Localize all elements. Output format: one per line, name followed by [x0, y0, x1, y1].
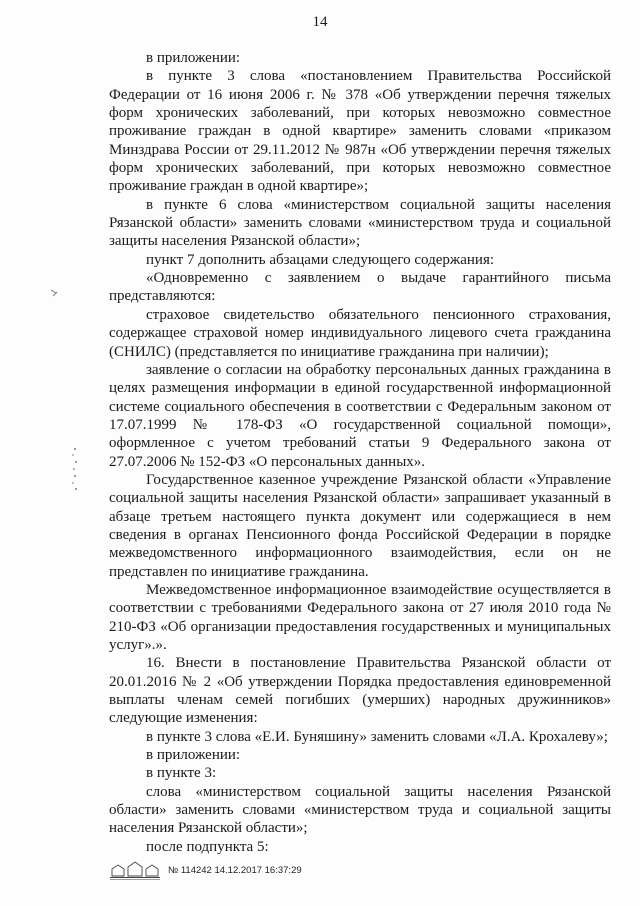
registry-logo-icon — [108, 860, 162, 880]
paragraph: в пункте 6 слова «министерством социальной защиты населения Рязанской области» заменить словами «министерством труда и социальной защиты населения Рязанской области»; — [109, 196, 611, 250]
paragraph: в приложении: — [146, 50, 241, 66]
scan-mark-icon — [50, 288, 58, 298]
paragraph: слова «министерством социальной защиты населения Рязанской области» заменить словами «министерством труда и социальной защиты населения Рязанской области»; — [109, 783, 611, 837]
document-body — [109, 49, 611, 856]
paragraph: страховое свидетельство обязательного пенсионного страхования, содержащее страховой номер индивидуального лицевого счета гражданина (СНИЛС) (представляется по инициативе гражданина при наличии); — [109, 306, 611, 360]
paragraph: 16. Внести в постановление Правительства Рязанской области от 20.01.2016 № 2 «Об утверждении Порядка предоставления единовременной выплаты членам семей погибших (умерших) народных дружинников» следующие изменения: — [109, 655, 611, 727]
paragraph: «Одновременно с заявлением о выдаче гарантийного письма представляются: — [109, 270, 611, 305]
paragraph: в пункте 3: — [146, 765, 217, 782]
page-number: 14 — [312, 14, 328, 30]
paragraph: Государственное казенное учреждение Рязанской области «Управление социальной защиты населения Рязанской области» запрашивает указанный в абзаце третьем настоящего пункта документ или содержащиеся в нем сведения в органах Пенсионного фонда Российской Федерации в порядке межведомственного информационного взаимодействия, если он не представлен по инициативе гражданина. — [109, 471, 611, 580]
paragraph: пункт 7 дополнить абзацами следующего содержания: — [146, 251, 495, 268]
paragraph: в пункте 3 слова «постановлением Правительства Российской Федерации от 16 июня 2006 г. № 378 «Об утверждении перечня тяжелых форм хронических заболеваний, при которых невозможно совместное проживание граждан в одной квартире» заменить словами «приказом Минздрава России от 29.11.2012 № 987н «Об утверждении перечня тяжелых форм хронических заболеваний, при которых невозможно совместное проживание граждан в одной квартире»; — [109, 68, 611, 195]
registration-stamp: № 114242 14.12.2017 16:37:29 — [168, 864, 302, 876]
binding-hole-icon — [70, 445, 80, 493]
paragraph: в пункте 3 слова «Е.И. Буняшину» заменить словами «Л.А. Крохалеву»; — [146, 728, 608, 745]
paragraph: в приложении: — [146, 747, 241, 764]
paragraph: Межведомственное информационное взаимодействие осуществляется в соответствии с требованиями Федерального закона от 27 июля 2010 года № 210-ФЗ «Об организации предоставления государственных и муниципальных услуг».». — [109, 581, 611, 653]
paragraph: после подпункта 5: — [146, 838, 269, 855]
document-footer — [108, 860, 302, 880]
paragraph: заявление о согласии на обработку персональных данных гражданина в целях размещения информации в единой государственной информационной системе социального обеспечения в соответствии с Федеральным законом от 17.07.1999 № 178-ФЗ «О государственной социальной помощи», оформленное с учетом требований статьи 9 Федерального закона от 27.07.2006 № 152-ФЗ «О персональных данных». — [109, 361, 611, 470]
